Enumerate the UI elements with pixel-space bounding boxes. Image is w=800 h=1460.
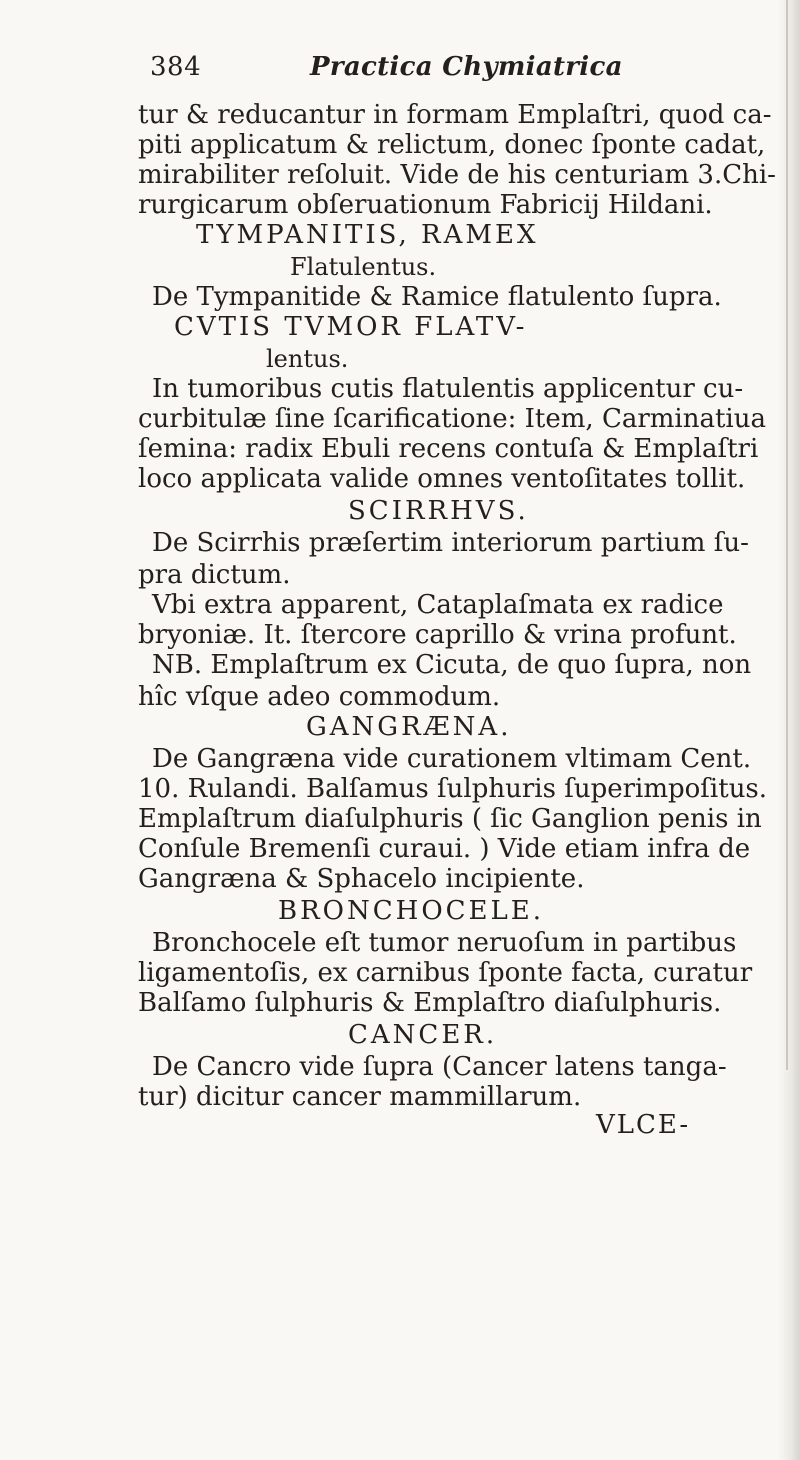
text-line: rurgicarum obſeruationum Fabricij Hildani. — [138, 190, 713, 220]
text-line: bryoniæ. It. ſtercore caprillo & vrina profunt. — [138, 620, 737, 650]
section-heading-gangraena: GANGRÆNA. — [306, 712, 512, 742]
section-heading-cutis-tumor: CVTIS TVMOR FLATV- — [174, 312, 528, 342]
text-line: De Scirrhis præſertim interiorum partium ſu- — [152, 528, 749, 558]
text-line: De Cancro vide ſupra (Cancer latens tanga- — [152, 1052, 727, 1082]
text-line: Conſule Bremenſi curaui. ) Vide etiam infra de — [138, 834, 751, 864]
text-line: ſemina: radix Ebuli recens contuſa & Emplaſtri — [138, 434, 759, 464]
section-subheading: lentus. — [266, 345, 349, 373]
text-line: ligamentoſis, ex carnibus ſponte facta, curatur — [138, 958, 753, 988]
section-heading-cancer: CANCER. — [348, 1020, 498, 1050]
text-line: tur) dicitur cancer mammillarum. — [138, 1082, 582, 1112]
text-line: De Gangræna vide curationem vltimam Cent. — [152, 744, 752, 774]
page-number: 384 — [150, 52, 202, 82]
text-line: tur & reducantur in formam Emplaſtri, quod ca- — [138, 100, 772, 130]
page-edge-line — [786, 0, 788, 1070]
page-header — [150, 52, 710, 92]
text-line: De Tympanitide & Ramice flatulento ſupra. — [152, 282, 722, 312]
catchword: VLCE- — [596, 1110, 691, 1140]
text-line: Emplaſtrum diaſulphuris ( ſic Ganglion penis in — [138, 804, 762, 834]
text-line: Bronchocele eſt tumor neruoſum in partibus — [152, 928, 737, 958]
text-line: loco applicata valide omnes ventoſitates tollit. — [138, 464, 746, 494]
page-edge-shadow — [778, 0, 800, 1460]
section-subheading: Flatulentus. — [290, 253, 437, 281]
text-line: curbitulæ ſine ſcarificatione: Item, Carminatiua — [138, 404, 766, 434]
section-heading-scirrhus: SCIRRHVS. — [348, 496, 529, 526]
text-line: Vbi extra apparent, Cataplaſmata ex radice — [152, 590, 724, 620]
text-line: NB. Emplaſtrum ex Cicuta, de quo ſupra, non — [152, 650, 752, 680]
text-line: hîc vſque adeo commodum. — [138, 682, 501, 712]
text-line: pra dictum. — [138, 560, 291, 590]
text-line: Balſamo ſulphuris & Emplaſtro diaſulphuris. — [138, 988, 722, 1018]
text-line: Gangræna & Sphacelo incipiente. — [138, 864, 585, 894]
text-line: In tumoribus cutis flatulentis applicentur cu- — [152, 374, 744, 404]
section-heading-bronchocele: BRONCHOCELE. — [278, 896, 545, 926]
text-line: 10. Rulandi. Balſamus ſulphuris ſuperimpoſitus. — [138, 774, 768, 804]
running-title: Practica Chymiatrica — [310, 52, 623, 82]
text-line: piti applicatum & relictum, donec ſponte cadat, — [138, 130, 766, 160]
text-line: mirabiliter reſoluit. Vide de his centuriam 3.Chi- — [138, 160, 776, 190]
section-heading-tympanitis: TYMPANITIS, RAMEX — [196, 220, 539, 250]
